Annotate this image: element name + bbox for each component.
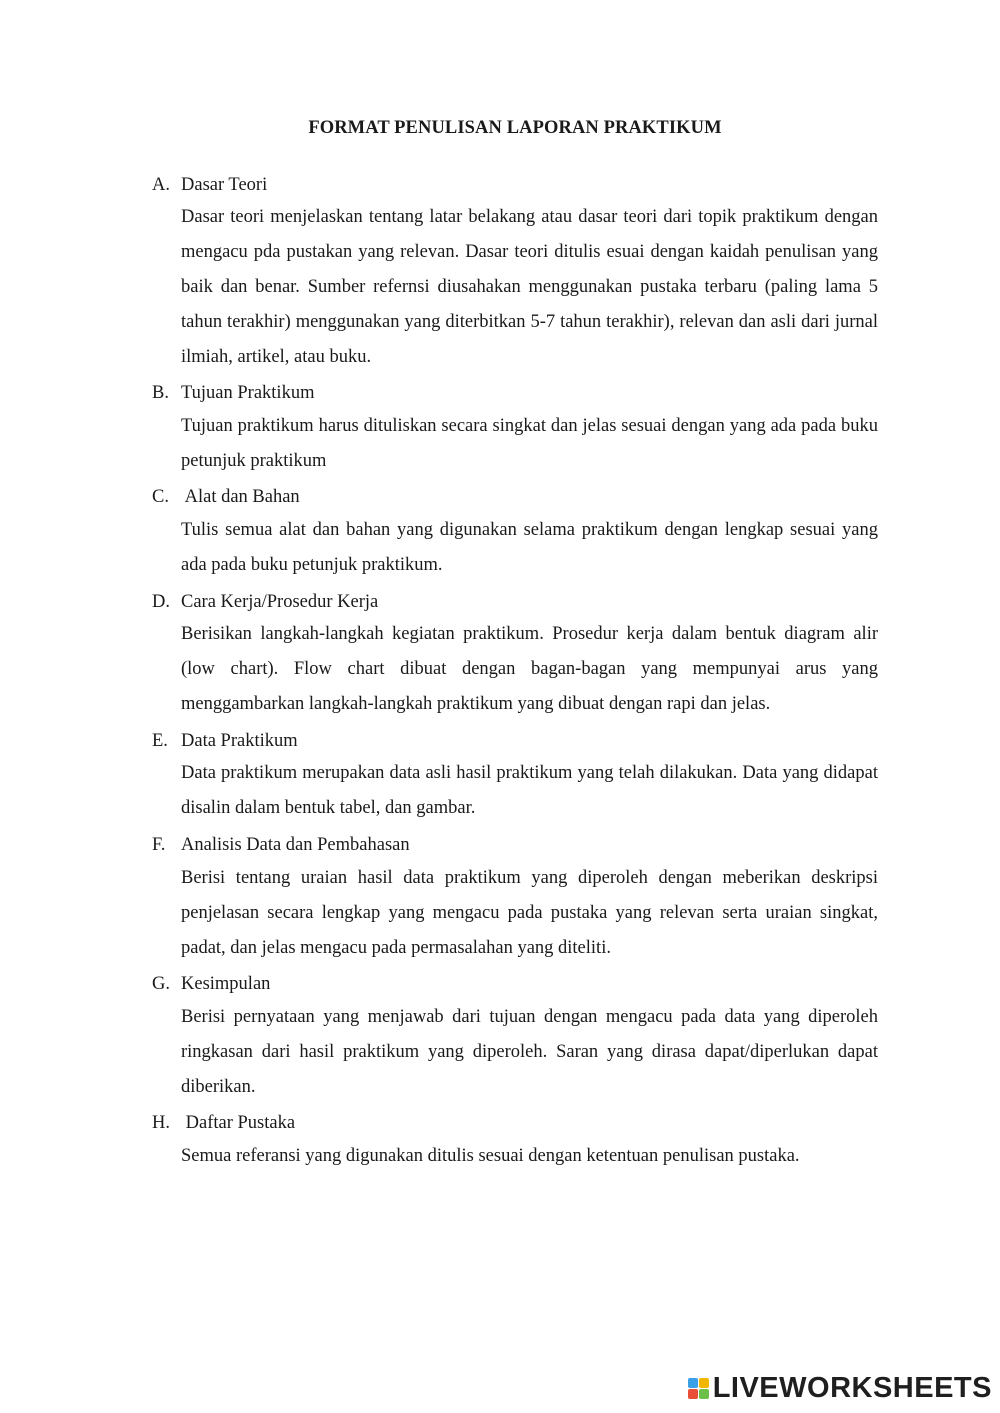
liveworksheets-logo	[688, 1372, 992, 1405]
section-letter: G.	[152, 974, 170, 994]
section-body-g: Berisi pernyataan yang menjawab dari tujuan dengan mengacu pada data yang diperoleh ringkasan dari hasil praktikum yang diperoleh. Saran yang dirasa dapat/diperlukan dapat diberikan.	[181, 1007, 878, 1097]
section-heading-label: Dasar Teori	[181, 175, 268, 195]
section-letter: F.	[152, 835, 166, 855]
logo-square	[699, 1378, 709, 1388]
section-heading-f	[152, 833, 410, 857]
section-body-e: Data praktikum merupakan data asli hasil praktikum yang telah dilakukan. Data yang didapat disalin dalam bentuk tabel, dan gambar.	[181, 763, 878, 818]
section-heading-c	[152, 485, 300, 509]
section-heading-label: Kesimpulan	[181, 974, 271, 994]
section-heading-a	[152, 173, 267, 197]
section-heading-label: Analisis Data dan Pembahasan	[181, 835, 410, 855]
section-heading-label: Alat dan Bahan	[181, 487, 300, 507]
section-heading-label: Cara Kerja/Prosedur Kerja	[181, 592, 379, 612]
section-heading-g	[152, 972, 270, 996]
section-letter: D.	[152, 592, 170, 612]
section-letter: A.	[152, 175, 170, 195]
logo-square	[688, 1378, 698, 1388]
section-body-f: Berisi tentang uraian hasil data praktikum yang diperoleh dengan meberikan deskripsi penjelasan secara lengkap yang mengacu pada pustaka yang relevan serta uraian singkat, padat, dan jelas mengacu pada permasalahan yang diteliti.	[181, 868, 878, 958]
section-heading-label: Data Praktikum	[181, 731, 298, 751]
section-heading-b	[152, 381, 314, 405]
section-body-c: Tulis semua alat dan bahan yang digunakan selama praktikum dengan lengkap sesuai yang ada pada buku petunjuk praktikum.	[181, 520, 878, 575]
section-body-b: Tujuan praktikum harus dituliskan secara singkat dan jelas sesuai dengan yang ada pada buku petunjuk praktikum	[181, 416, 878, 471]
section-heading-e	[152, 729, 298, 753]
section-body-a: Dasar teori menjelaskan tentang latar belakang atau dasar teori dari topik praktikum dengan mengacu pda pustakan yang relevan. Dasar teori ditulis esuai dengan kaidah penulisan yang baik dan benar. Sumber refernsi diusahakan menggunakan pustaka terbaru (paling lama 5 tahun terakhir) menggunakan yang diterbitkan 5-7 tahun terakhir), relevan dan asli dari jurnal ilmiah, artikel, atau buku.	[181, 207, 878, 367]
section-letter: C.	[152, 487, 169, 507]
logo-square	[688, 1389, 698, 1399]
liveworksheets-logo-icon	[688, 1378, 709, 1399]
section-letter: E.	[152, 731, 168, 751]
section-body-h: Semua referansi yang digunakan ditulis sesuai dengan ketentuan penulisan pustaka.	[181, 1146, 800, 1166]
section-body-d: Berisikan langkah-langkah kegiatan praktikum. Prosedur kerja dalam bentuk diagram alir (low chart). Flow chart dibuat dengan bagan-bagan yang mempunyai arus yang menggambarkan langkah-langkah praktikum yang dibuat dengan rapi dan jelas.	[181, 624, 878, 714]
section-letter: B.	[152, 383, 169, 403]
section-letter: H.	[152, 1113, 170, 1133]
section-heading-d	[152, 590, 378, 614]
section-heading-label: Daftar Pustaka	[181, 1113, 296, 1133]
section-heading-label: Tujuan Praktikum	[181, 383, 315, 403]
watermark-text: LIVEWORKSHEETS	[712, 1372, 992, 1404]
section-heading-h	[152, 1111, 295, 1135]
logo-square	[699, 1389, 709, 1399]
page-title: FORMAT PENULISAN LAPORAN PRAKTIKUM	[308, 118, 722, 138]
